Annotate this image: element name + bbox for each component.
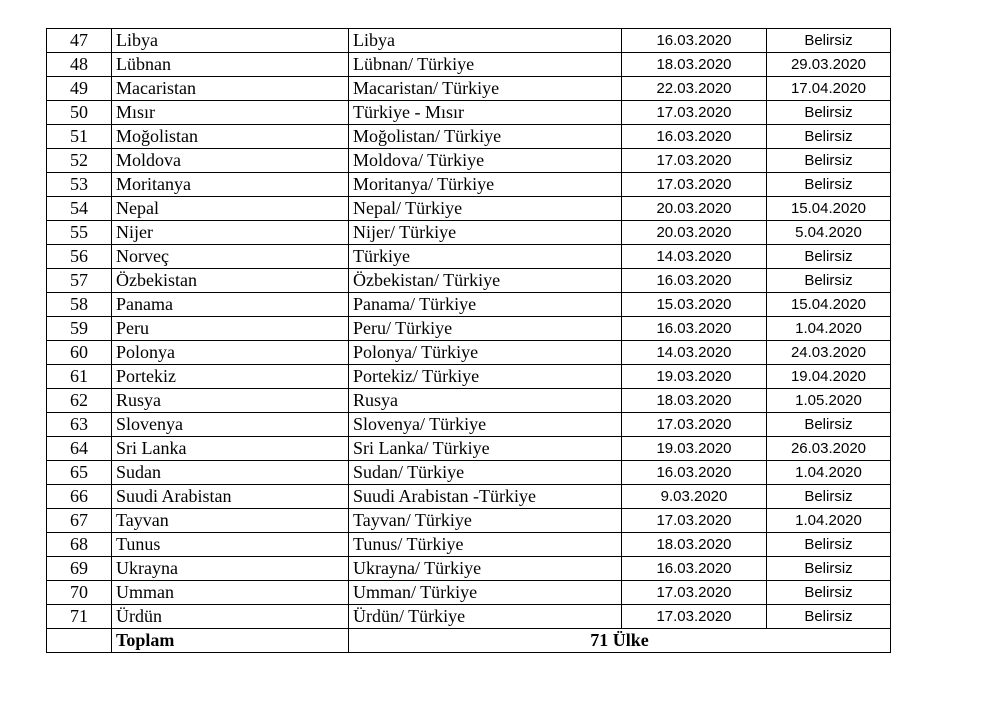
start-date: 17.03.2020 [622,605,767,629]
row-number: 57 [47,269,112,293]
flight-route: Rusya [349,389,622,413]
end-date: Belirsiz [767,101,891,125]
start-date: 16.03.2020 [622,29,767,53]
end-date: Belirsiz [767,29,891,53]
end-date: 19.04.2020 [767,365,891,389]
country-name: Sudan [112,461,349,485]
start-date: 14.03.2020 [622,341,767,365]
end-date: 29.03.2020 [767,53,891,77]
country-name: Tayvan [112,509,349,533]
table-row [47,605,891,629]
row-number: 50 [47,101,112,125]
flight-route: Panama/ Türkiye [349,293,622,317]
end-date: 1.04.2020 [767,317,891,341]
start-date: 16.03.2020 [622,461,767,485]
end-date: Belirsiz [767,269,891,293]
start-date: 17.03.2020 [622,413,767,437]
flight-route: Slovenya/ Türkiye [349,413,622,437]
row-number: 71 [47,605,112,629]
start-date: 20.03.2020 [622,221,767,245]
row-number: 65 [47,461,112,485]
start-date: 17.03.2020 [622,149,767,173]
country-name: Özbekistan [112,269,349,293]
row-number: 54 [47,197,112,221]
table-body [47,29,891,653]
table-row [47,485,891,509]
table-row [47,221,891,245]
total-value: 71 Ülke [349,629,891,653]
table-row [47,269,891,293]
flight-route: Nepal/ Türkiye [349,197,622,221]
row-number: 66 [47,485,112,509]
table-row [47,197,891,221]
end-date: Belirsiz [767,581,891,605]
country-name: Slovenya [112,413,349,437]
row-number: 70 [47,581,112,605]
table-row [47,29,891,53]
country-name: Peru [112,317,349,341]
start-date: 22.03.2020 [622,77,767,101]
flight-route: Ürdün/ Türkiye [349,605,622,629]
end-date: 15.04.2020 [767,293,891,317]
country-name: Rusya [112,389,349,413]
country-name: Norveç [112,245,349,269]
country-name: Macaristan [112,77,349,101]
flight-route: Lübnan/ Türkiye [349,53,622,77]
start-date: 19.03.2020 [622,365,767,389]
end-date: Belirsiz [767,245,891,269]
start-date: 9.03.2020 [622,485,767,509]
start-date: 14.03.2020 [622,245,767,269]
total-label: Toplam [112,629,349,653]
row-number: 67 [47,509,112,533]
end-date: 1.04.2020 [767,509,891,533]
flight-route: Umman/ Türkiye [349,581,622,605]
row-number: 51 [47,125,112,149]
table-row [47,149,891,173]
total-row [47,629,891,653]
table-row [47,53,891,77]
flight-route: Polonya/ Türkiye [349,341,622,365]
table-row [47,125,891,149]
row-number: 60 [47,341,112,365]
table-row [47,413,891,437]
country-name: Polonya [112,341,349,365]
row-number: 61 [47,365,112,389]
row-number: 47 [47,29,112,53]
start-date: 17.03.2020 [622,101,767,125]
country-name: Mısır [112,101,349,125]
row-number: 62 [47,389,112,413]
start-date: 17.03.2020 [622,509,767,533]
end-date: Belirsiz [767,413,891,437]
end-date: 17.04.2020 [767,77,891,101]
flight-route: Tayvan/ Türkiye [349,509,622,533]
country-name: Moritanya [112,173,349,197]
flight-route: Türkiye [349,245,622,269]
end-date: Belirsiz [767,125,891,149]
total-blank-cell [47,629,112,653]
country-name: Lübnan [112,53,349,77]
table-row [47,317,891,341]
country-name: Nepal [112,197,349,221]
row-number: 55 [47,221,112,245]
flight-route: Türkiye - Mısır [349,101,622,125]
table-row [47,101,891,125]
table-row [47,245,891,269]
row-number: 68 [47,533,112,557]
table-row [47,389,891,413]
country-name: Suudi Arabistan [112,485,349,509]
table-row [47,533,891,557]
flight-route: Portekiz/ Türkiye [349,365,622,389]
country-name: Sri Lanka [112,437,349,461]
table-row [47,461,891,485]
end-date: Belirsiz [767,485,891,509]
start-date: 18.03.2020 [622,53,767,77]
start-date: 18.03.2020 [622,533,767,557]
table-row [47,77,891,101]
flight-route: Peru/ Türkiye [349,317,622,341]
start-date: 18.03.2020 [622,389,767,413]
table-row [47,173,891,197]
end-date: Belirsiz [767,149,891,173]
table-row [47,581,891,605]
row-number: 52 [47,149,112,173]
flight-route: Sri Lanka/ Türkiye [349,437,622,461]
row-number: 56 [47,245,112,269]
flight-route: Moritanya/ Türkiye [349,173,622,197]
table-row [47,293,891,317]
country-name: Moğolistan [112,125,349,149]
end-date: 24.03.2020 [767,341,891,365]
row-number: 69 [47,557,112,581]
country-name: Ürdün [112,605,349,629]
end-date: Belirsiz [767,533,891,557]
row-number: 48 [47,53,112,77]
flight-route: Sudan/ Türkiye [349,461,622,485]
flight-route: Nijer/ Türkiye [349,221,622,245]
table-row [47,341,891,365]
end-date: 1.04.2020 [767,461,891,485]
country-name: Moldova [112,149,349,173]
table-row [47,509,891,533]
end-date: 15.04.2020 [767,197,891,221]
row-number: 53 [47,173,112,197]
end-date: Belirsiz [767,605,891,629]
flight-route: Özbekistan/ Türkiye [349,269,622,293]
flight-route: Moldova/ Türkiye [349,149,622,173]
country-name: Panama [112,293,349,317]
start-date: 16.03.2020 [622,125,767,149]
table-row [47,365,891,389]
country-name: Portekiz [112,365,349,389]
country-name: Tunus [112,533,349,557]
row-number: 64 [47,437,112,461]
start-date: 16.03.2020 [622,317,767,341]
end-date: 1.05.2020 [767,389,891,413]
end-date: 5.04.2020 [767,221,891,245]
start-date: 16.03.2020 [622,557,767,581]
table-row [47,437,891,461]
start-date: 16.03.2020 [622,269,767,293]
flight-route: Moğolistan/ Türkiye [349,125,622,149]
end-date: 26.03.2020 [767,437,891,461]
row-number: 49 [47,77,112,101]
flight-route: Tunus/ Türkiye [349,533,622,557]
end-date: Belirsiz [767,557,891,581]
row-number: 59 [47,317,112,341]
row-number: 63 [47,413,112,437]
flight-route: Libya [349,29,622,53]
country-flight-table [46,28,891,653]
start-date: 17.03.2020 [622,581,767,605]
end-date: Belirsiz [767,173,891,197]
country-name: Umman [112,581,349,605]
flight-route: Suudi Arabistan -Türkiye [349,485,622,509]
flight-route: Ukrayna/ Türkiye [349,557,622,581]
start-date: 15.03.2020 [622,293,767,317]
country-name: Ukrayna [112,557,349,581]
country-name: Libya [112,29,349,53]
start-date: 17.03.2020 [622,173,767,197]
table-row [47,557,891,581]
start-date: 20.03.2020 [622,197,767,221]
start-date: 19.03.2020 [622,437,767,461]
flight-route: Macaristan/ Türkiye [349,77,622,101]
country-name: Nijer [112,221,349,245]
row-number: 58 [47,293,112,317]
